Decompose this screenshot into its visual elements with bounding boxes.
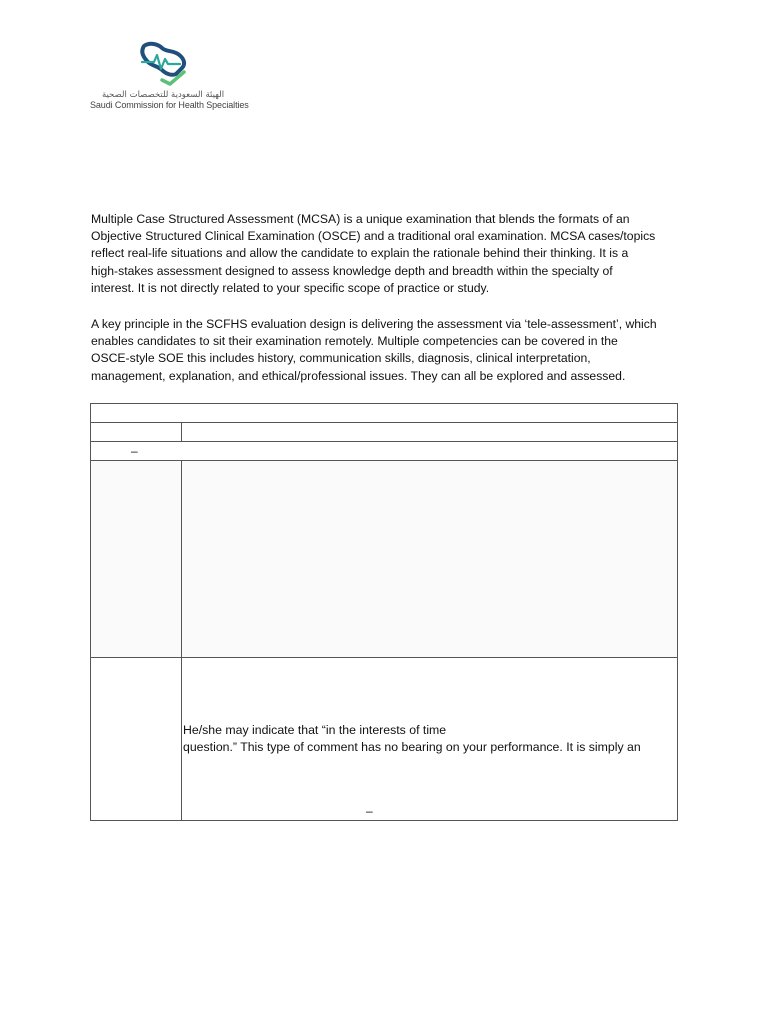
paragraph-line: Objective Structured Clinical Examination (OSCE) and a traditional oral examination. MCSA cases/topics	[91, 229, 656, 244]
paragraph-line: reflect real-life situations and allow the candidate to explain the rationale behind their thinking. It is a	[91, 246, 629, 261]
paragraph-line: high-stakes assessment designed to assess knowledge depth and breadth within the specialty of	[91, 263, 613, 278]
row-5-line: He/she may indicate that “in the interests of time	[183, 723, 447, 737]
table-row-2-label	[90, 422, 182, 442]
logo-arabic-name: الهيئة السعودية للتخصصات الصحية	[101, 90, 225, 100]
paragraph-line: enables candidates to sit their examination remotely. Multiple competencies can be covered in the	[91, 334, 618, 349]
info-table	[90, 403, 678, 821]
logo-english-name: Saudi Commission for Health Specialties	[90, 100, 249, 110]
table-row-2-value	[181, 422, 678, 442]
paragraph-line: interest. It is not directly related to your specific scope of practice or study.	[91, 280, 490, 295]
row-5-dash: –	[366, 804, 373, 818]
intro-paragraph-2	[91, 316, 691, 385]
table-row-4-label	[90, 460, 182, 658]
logo-map-outline	[142, 44, 184, 75]
intro-paragraph-1	[91, 211, 691, 297]
paragraph-line: OSCE-style SOE this includes history, communication skills, diagnosis, clinical interpretation,	[91, 351, 591, 366]
paragraph-line: Multiple Case Structured Assessment (MCSA) is a unique examination that blends the formats of an	[91, 212, 630, 226]
logo-heartbeat-line	[142, 55, 180, 69]
row-5-text	[183, 722, 678, 756]
table-row-5-label	[90, 657, 182, 821]
paragraph-line: A key principle in the SCFHS evaluation design is delivering the assessment via ‘tele-assessment’, which	[91, 317, 657, 331]
table-header-row	[90, 403, 678, 423]
table-row-3	[90, 441, 678, 461]
table-row-4-content	[181, 460, 678, 658]
row-3-dash: –	[131, 444, 138, 458]
row-5-line: question.” This type of comment has no bearing on your performance. It is simply an	[183, 740, 641, 754]
paragraph-line: management, explanation, and ethical/professional issues. They can all be explored and assessed.	[91, 368, 626, 383]
scfhs-logo-icon	[136, 40, 192, 88]
scfhs-logo	[88, 40, 248, 115]
